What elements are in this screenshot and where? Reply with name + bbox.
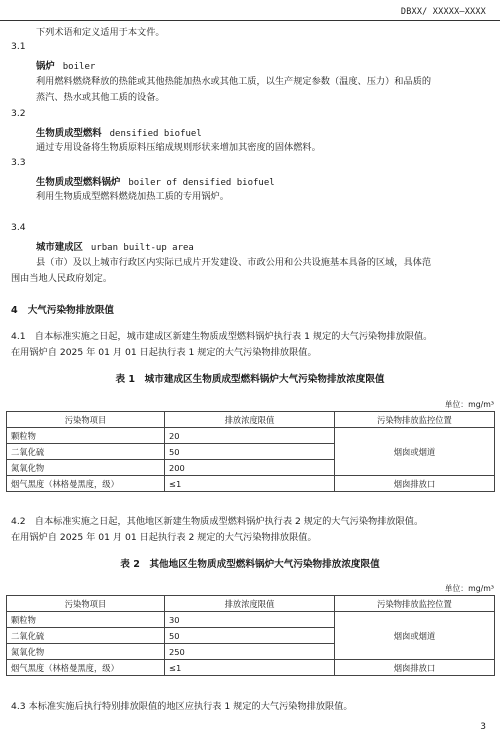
term-cn: 锅炉 [36, 61, 55, 72]
pollutant-cell: 颗粒物 [7, 428, 165, 444]
term-title [36, 239, 194, 253]
clause-text: 4.2 自本标准实施之日起，其他地区新建生物质成型燃料锅炉执行表 2 规定的大气污染物排放限值。 [11, 516, 424, 527]
table-row [7, 428, 495, 444]
pollutant-cell: 氮氧化物 [7, 460, 165, 476]
limit-cell: 50 [165, 444, 335, 460]
header-location: 污染物排放监控位置 [335, 596, 495, 612]
emission-limit-table-1 [6, 411, 495, 492]
location-cell: 烟囱排放口 [335, 660, 495, 676]
term-number: 3.3 [11, 157, 26, 168]
table-row [7, 660, 495, 676]
header-limit: 排放浓度限值 [165, 596, 335, 612]
term-definition: 利用燃料燃烧释放的热能或其他热能加热水或其他工质，以生产规定参数（温度、压力）和品质的 [36, 76, 432, 87]
limit-cell: ≤1 [165, 660, 335, 676]
term-title [36, 58, 95, 72]
location-cell: 烟囱或烟道 [335, 612, 495, 660]
header-pollutant: 污染物项目 [7, 596, 165, 612]
intro-text: 下列术语和定义适用于本文件。 [36, 27, 165, 38]
page-number: 3 [480, 722, 486, 732]
pollutant-cell: 烟气黑度（林格曼黑度，级） [7, 660, 165, 676]
term-en: boiler [62, 62, 96, 72]
emission-limit-table-2 [6, 595, 495, 676]
limit-cell: 200 [165, 460, 335, 476]
term-en: urban built-up area [90, 243, 194, 253]
limit-cell: 30 [165, 612, 335, 628]
pollutant-cell: 烟气黑度（林格曼黑度，级） [7, 476, 165, 492]
header-limit: 排放浓度限值 [165, 412, 335, 428]
header-rule [0, 20, 500, 21]
section-number: 4 [11, 305, 18, 316]
table-row [7, 476, 495, 492]
term-number: 3.1 [11, 41, 26, 52]
location-cell: 烟囱或烟道 [335, 428, 495, 476]
table-header-row [7, 596, 495, 612]
clause-text: 在用锅炉自 2025 年 01 月 01 日起执行表 2 规定的大气污染物排放限值。 [11, 532, 317, 543]
pollutant-cell: 二氧化硫 [7, 444, 165, 460]
location-cell: 烟囱排放口 [335, 476, 495, 492]
limit-cell: 50 [165, 628, 335, 644]
header-location: 污染物排放监控位置 [335, 412, 495, 428]
term-cn: 城市建成区 [36, 242, 83, 253]
pollutant-cell: 二氧化硫 [7, 628, 165, 644]
term-cn: 生物质成型燃料锅炉 [36, 177, 121, 188]
clause-text: 4.3 本标准实施后执行特别排放限值的地区应执行表 1 规定的大气污染物排放限值。 [11, 701, 353, 712]
document-code: DBXX/ XXXXX—XXXX [400, 7, 486, 17]
term-title [36, 125, 202, 139]
term-definition: 围由当地人民政府划定。 [11, 273, 113, 284]
term-definition: 通过专用设备将生物质原料压缩成规则形状来增加其密度的固体燃料。 [36, 142, 321, 153]
table-header-row [7, 412, 495, 428]
pollutant-cell: 氮氧化物 [7, 644, 165, 660]
term-definition: 利用生物质成型燃料燃烧加热工质的专用锅炉。 [36, 191, 229, 202]
table-unit: 单位：mg/m³ [444, 584, 494, 593]
term-number: 3.2 [11, 108, 26, 119]
clause-text: 在用锅炉自 2025 年 01 月 01 日起执行表 1 规定的大气污染物排放限值。 [11, 347, 317, 358]
term-definition: 蒸汽、热水或其他工质的设备。 [36, 92, 165, 103]
term-cn: 生物质成型燃料 [36, 128, 102, 139]
pollutant-cell: 颗粒物 [7, 612, 165, 628]
clause-text: 4.1 自本标准实施之日起，城市建成区新建生物质成型燃料锅炉执行表 1 规定的大气污染物排放限值。 [11, 331, 433, 342]
term-en: densified biofuel [109, 129, 202, 139]
section-title: 大气污染物排放限值 [27, 305, 115, 316]
table-row [7, 612, 495, 628]
limit-cell: 250 [165, 644, 335, 660]
limit-cell: 20 [165, 428, 335, 444]
limit-cell: ≤1 [165, 476, 335, 492]
table-caption: 表 2 其他地区生物质成型燃料锅炉大气污染物排放浓度限值 [120, 559, 380, 570]
table-unit: 单位：mg/m³ [444, 400, 494, 409]
term-title [36, 174, 275, 188]
header-pollutant: 污染物项目 [7, 412, 165, 428]
term-definition: 县（市）及以上城市行政区内实际已成片开发建设、市政公用和公共设施基本具备的区域，具体范 [36, 257, 432, 268]
section-heading [11, 302, 114, 316]
term-number: 3.4 [11, 222, 26, 233]
term-en: boiler of densified biofuel [128, 178, 275, 188]
table-caption: 表 1 城市建成区生物质成型燃料锅炉大气污染物排放浓度限值 [115, 374, 385, 385]
